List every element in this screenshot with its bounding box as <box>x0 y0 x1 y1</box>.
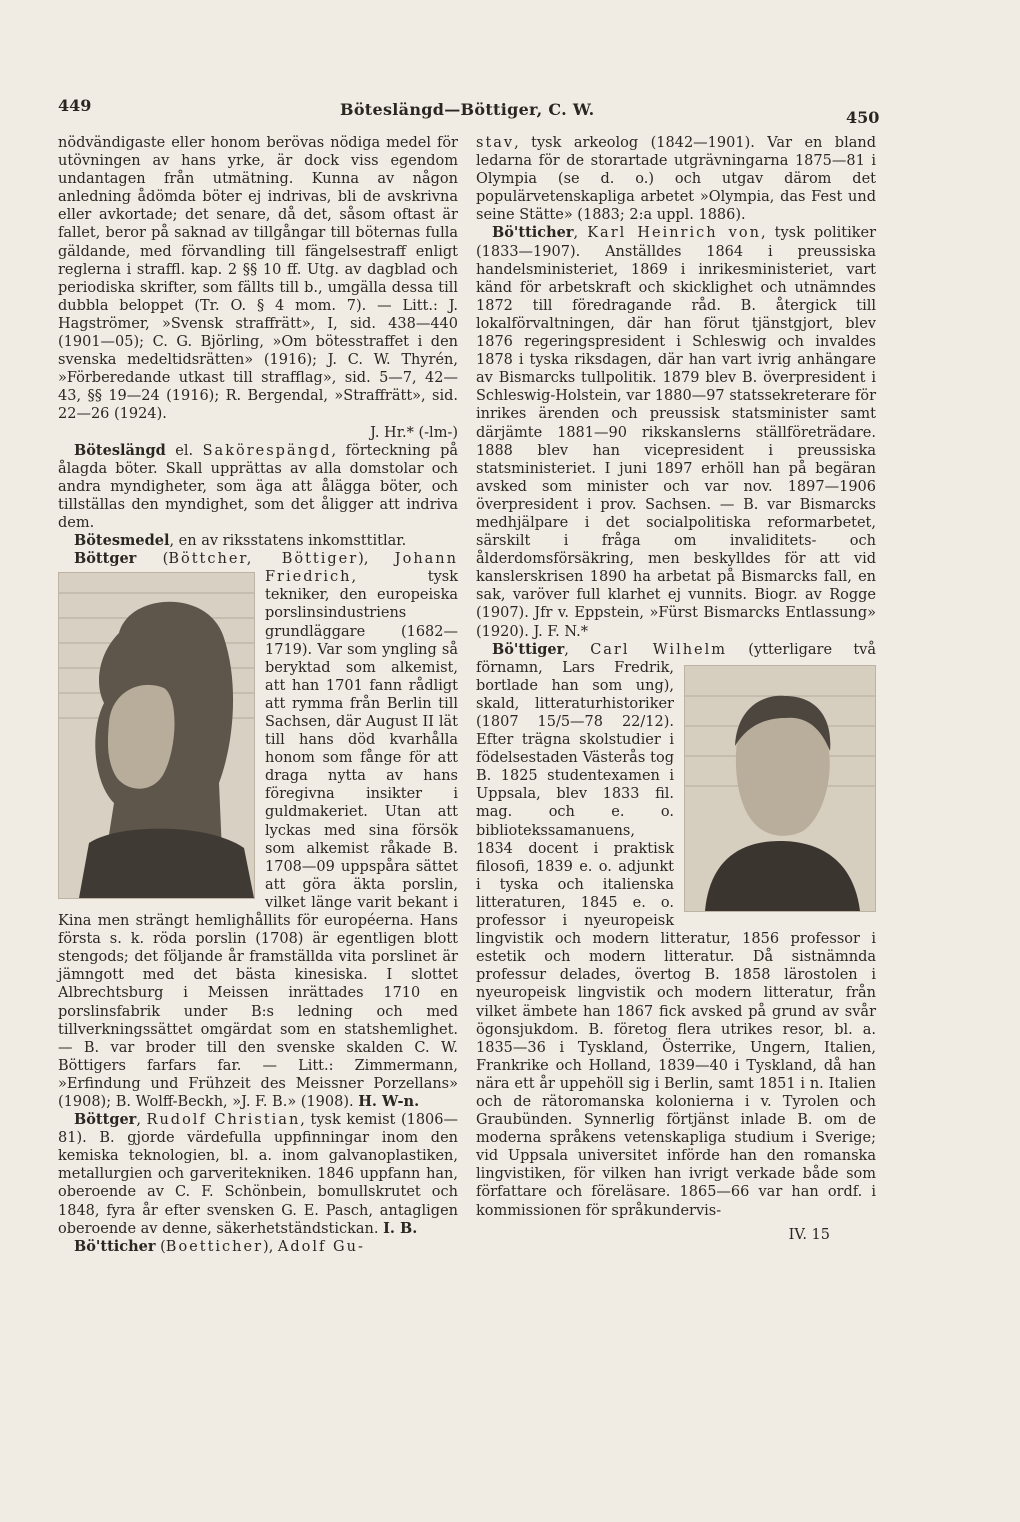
portrait-bottiger <box>684 665 876 912</box>
entry-text: , <box>564 641 591 658</box>
entry-forename: Karl Heinrich von <box>587 225 761 242</box>
entry-text: , en av riksstatens inkomsttitlar. <box>169 533 407 550</box>
entry-forename: Carl Wilhelm <box>590 641 728 658</box>
author-signature: H. W-n. <box>358 1092 420 1110</box>
portrait-bottger <box>58 572 255 899</box>
entry-text: , tysk kemist (1806—81). B. gjorde värdefulla uppfinningar inom den kemiska teknologien, bl. a. inom galvanoplastiken, metallurgien och garveritekniken. 1846 uppfann han, oberoende av C. F. Schönbein, bomullskrutet och 1848, fyra år efter svensken G. E. Pasch, antagligen oberoende av denne, säkerhetständstickan. <box>58 1112 459 1237</box>
entry-forename: stav <box>476 135 515 151</box>
entry-text: , <box>136 1112 147 1129</box>
entry-alt-name: Böttcher, Böttiger <box>168 551 359 568</box>
entry-headword: Bö'ttiger <box>492 640 565 658</box>
entry-botticher-karl <box>476 224 876 640</box>
entry-text: , tysk arkeolog (1842—1901). Var en bland ledarna för de storartade utgrävningarna 1875—81 i Olympia (se d. o.) och utgav därom det populärvetenskapliga arbetet »Olympia, das Fest und seine Stätte» (1883; 2:a uppl. 1886). <box>476 135 876 224</box>
entry-botticher-adolf-continued <box>476 134 876 224</box>
entry-text: , tysk politiker (1833—1907). Anställdes 1864 i preussiska handelsministeriet, 1869 i inrikesministeriet, vart känd för arbetskraft och skicklighet och utnämndes 1872 till föredragande råd. B. återgick till lokalförvaltningen, där han förut tjänstgjort, blev 1876 regeringspresident i Schleswig och invaldes 1878 i tyska riksdagen, där han vart ivrig anhängare av Bismarcks tullpolitik. 1879 blev B. överpresident i Schleswig-Holstein, var 1880—97 statssekreterare för inrikes ärenden och preussisk statsminister samt därjämte 1881—90 rikskanslerns ställföreträdare. 1888 blev han vicepresident i preussiska statsministeriet. I juni 1897 erhöll han på begäran avsked som minister och var nov. 1897—1906 överpresident i prov. Sachsen. — B. var Bismarcks medhjälpare i det socialpolitiska reformarbetet, särskilt i fråga om invaliditets- och ålderdomsförsäkring, men beskylldes för att vid kanslerskrisen 1890 ha arbetat på Bismarcks fall, en sak, varöver full klarhet ej vunnits. Biogr. av Rogge (1907). Jfr v. Eppstein, »Fürst Bismarcks Entlassung» (1920). <box>476 225 877 640</box>
page-header <box>58 96 888 126</box>
entry-headword: Bö'tticher <box>492 224 574 242</box>
page-number-left: 449 <box>58 96 92 115</box>
entry-boteslangd <box>58 442 458 532</box>
entry-text: ), <box>358 551 395 568</box>
entry-headword: Bö'tticher <box>74 1237 156 1255</box>
entry-headword: Bötesmedel <box>74 532 170 550</box>
entry-text: (ytterligare två förnamn, Lars Fredrik, bortlade han som ung), skald, litteraturhistoriker (1807 15/5—78 22/12). Efter trägna skolstudier i födelsestaden Västerås tog B. 1825 studentexamen i Uppsala, blev 1833 fil. mag. och e. o. bibliotekssamanuens, 1834 docent i praktisk filosofi, 1839 e. o. adjunkt i tyska och italienska litteraturen, 1845 e. o. professor i nyeuropeisk lingvistik och modern litteratur, 1856 professor i estetik och modern litteratur. Då sistnämnda professur delades, övertog B. 1858 lärostolen i nyeuropeisk lingvistik och modern litteratur, från vilket ämbete han 1867 fick avsked på grund av svår ögonsjukdom. B. företog flera utrikes resor, bl. a. 1835—36 i Tyskland, Österrike, Ungern, Italien, Frankrike och Holland, 1839—40 i Tyskland, då han nära ett år uppehöll sig i Berlin, samt 1851 i n. Italien och de rätoromanska kolonierna i v. Tyrolen och Graubünden. Synnerlig förtjänst inlade B. om de moderna språkens vetenskapliga studium i Sverige; vid Uppsala universitet införde han den romanska lingvistiken, för vilken han ivrigt verkade både som författare och föreläsare. 1865—66 var han ordf. i kommissionen för språkundervis- <box>476 641 876 1219</box>
author-signature: I. B. <box>383 1219 418 1237</box>
entry-boter-continued: nödvändigaste eller honom berövas nödiga medel för utövningen av hans yrke, är dock viss egendom undantagen från utmätning. Kunna av någon anledning ådömda böter ej indrivas, bli de avskrivna eller avkortade; det senare, då det, såsom oftast är fallet, beror på saknad av tillgångar till böternas fulla gäldande, med förvandling till fängelsestraff enligt reglerna i straffl. kap. 2 §§ 10 ff. Utg. av dagblad och periodiska skrifter, som fällts till b., umgälla dessa till dubbla beloppet (Tr. O. § 4 mom. 7). — Litt.: J. Hagströmer, »Svensk straffrätt», I, sid. 438—440 (1901—05); C. G. Björling, »Om bötesstraffet i den svenska medeltidsrätten» (1916); J. C. W. Thyrén, »Förberedande utkast till strafflag», sid. 5—7, 42—43, §§ 19—24 (1916); R. Bergendal, »Straffrätt», sid. 22—26 (1924). <box>58 135 458 423</box>
author-signature: J. F. N.* <box>533 623 588 640</box>
entry-alt-name: Boetticher <box>165 1238 264 1255</box>
entry-bottger-rudolf <box>58 1111 458 1238</box>
author-signature: J. Hr.* (-lm-) <box>370 424 458 441</box>
page-number-right: 450 <box>846 108 880 127</box>
entry-text: , förteckning på ålagda böter. Skall upprättas av alla domstolar och andra myndigheter, som äga att ålägga böter, och tillställas den myndighet, som det åligger att indriva dem. <box>58 442 458 531</box>
entry-text: ( <box>155 1238 166 1255</box>
entry-headword: Böttger <box>74 1111 137 1129</box>
entry-alt-name: Sakörespängd <box>202 442 332 459</box>
entry-botesmedel <box>58 532 458 550</box>
running-head: Böteslängd—Böttiger, C. W. <box>340 100 595 119</box>
entry-bottiger-carl <box>476 641 876 1220</box>
entry-text: el. <box>165 442 203 459</box>
entry-text: , <box>573 225 588 242</box>
entry-botticher-adolf <box>58 1238 458 1256</box>
right-column <box>476 134 876 1244</box>
entry-text: ), <box>263 1238 278 1255</box>
entry-headword: Böttger <box>74 550 137 568</box>
signature-mark: IV. 15 <box>788 1226 830 1243</box>
entry-forename: Adolf Gu- <box>277 1238 365 1255</box>
entry-forename: Rudolf Christian <box>146 1112 301 1129</box>
entry-headword: Böteslängd <box>74 441 166 459</box>
entry-text: , tysk tekniker, den europeiska porslinsindustriens grundläggare (1682—1719). Var som yngling så beryktad som alkemist, att han 1701 fann rådligt att rymma från Berlin till Sachsen, där August II lät till hans död kvarhålla honom som fånge för att draga nytta av hans föregivna insikter i guldmakeriet. Utan att lyckas med sina försök som alkemist råkade B. 1708—09 uppspåra sättet att göra äkta porslin, vilket länge varit bekant i Kina men strängt hemlighållits för européerna. Hans första s. k. röda porslin (1708) är egentligen blott stengods; det följande år framställda vita porslinet är jämngott med det bästa kinesiska. I slottet Albrechtsburg i Meissen inrättades 1710 en porslinsfabrik under B:s ledning och med tillverkningssättet omgärdat som en statshemlighet. — B. var broder till den svenske skalden C. W. Böttigers farfars far. — Litt.: Zimmermann, »Erfindung und Frühzeit des Meissner Porzellans» (1908); B. Wolff-Beckh, »J. F. B.» (1908). <box>58 569 458 1110</box>
entry-bottger-johann <box>58 550 458 1111</box>
entry-forename: Johann Friedrich <box>265 551 458 586</box>
entry-text: ( <box>136 551 169 568</box>
left-column <box>58 134 458 1256</box>
